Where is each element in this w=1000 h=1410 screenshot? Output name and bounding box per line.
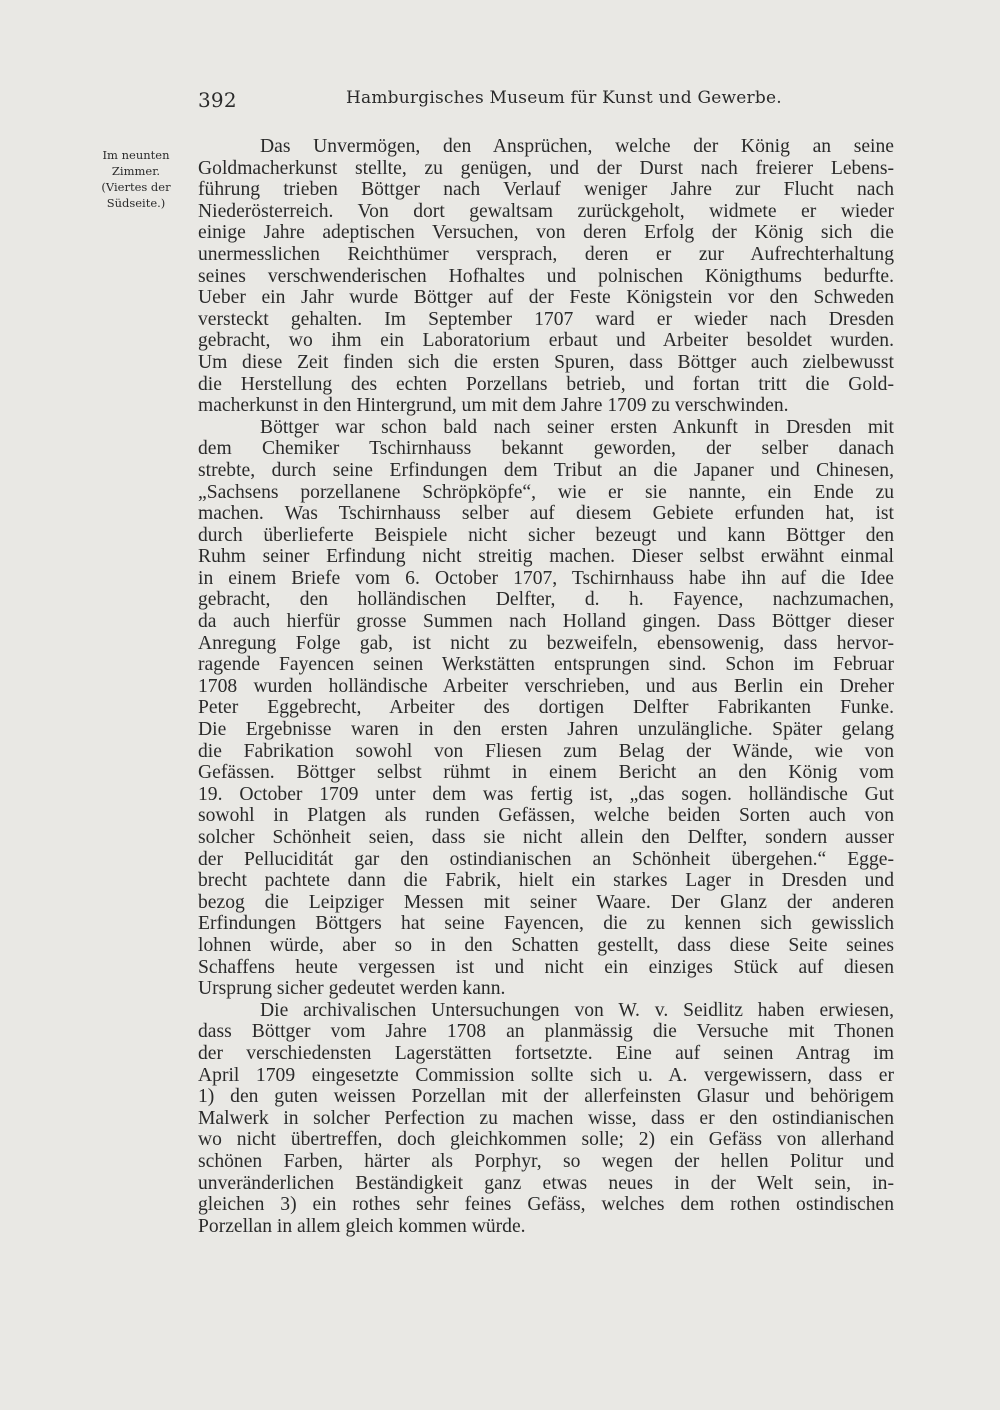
text-line: wo nicht übertreffen, doch gleichkommen solle; 2) ein Gefäss von allerhand <box>198 1129 894 1151</box>
margin-note <box>82 147 190 211</box>
text-line: versteckt gehalten. Im September 1707 ward er wieder nach Dresden <box>198 308 894 330</box>
text-line: lohnen würde, aber so in den Schatten gestellt, dass diese Seite seines <box>198 934 894 956</box>
text-line: der Pelluciditát gar den ostindianischen an Schönheit übergehen.“ Egge- <box>198 848 894 870</box>
margin-note-line: Zimmer. <box>111 164 161 178</box>
text-line: Um diese Zeit finden sich die ersten Spuren, dass Böttger auch zielbewusst <box>198 351 894 373</box>
margin-note-line: Südseite.) <box>106 196 166 210</box>
text-line: sowohl in Platgen als runden Gefässen, welche beiden Sorten auch von <box>198 805 894 827</box>
text-line: gebracht, den holländischen Delfter, d. h. Fayence, nachzumachen, <box>198 589 894 611</box>
paragraph <box>198 1000 894 1238</box>
text-line: Malwerk in solcher Perfection zu machen wisse, dass er den ostindianischen <box>198 1107 894 1129</box>
text-line: Ueber ein Jahr wurde Böttger auf der Feste Königstein vor den Schweden <box>198 287 894 309</box>
text-line: gebracht, wo ihm ein Laboratorium erbaut und Arbeiter besoldet wurden. <box>198 330 894 352</box>
text-line: bezog die Leipziger Messen mit seiner Waare. Der Glanz der anderen <box>198 891 894 913</box>
paragraph <box>198 136 894 417</box>
text-line: Erfindungen Böttgers hat seine Fayencen, die zu kennen sich gewisslich <box>198 913 894 935</box>
page-number: 392 <box>198 88 237 112</box>
text-line: Niederösterreich. Von dort gewaltsam zurückgeholt, widmete er wieder <box>198 200 894 222</box>
text-line: Die Ergebnisse waren in den ersten Jahren unzulängliche. Später gelang <box>198 719 894 741</box>
text-line: dass Böttger vom Jahre 1708 an planmässig die Versuche mit Thonen <box>198 1021 894 1043</box>
text-line: Schaffens heute vergessen ist und nicht ein einziges Stück auf diesen <box>198 956 894 978</box>
margin-note-line: Im neunten <box>102 148 170 162</box>
text-line: dem Chemiker Tschirnhauss bekannt geworden, der selber danach <box>198 438 894 460</box>
text-line: Gefässen. Böttger selbst rühmt in einem Bericht an den König vom <box>198 762 894 784</box>
text-line: Böttger war schon bald nach seiner ersten Ankunft in Dresden mit <box>260 416 894 438</box>
text-line: April 1709 eingesetzte Commission sollte sich u. A. vergewissern, dass er <box>198 1064 894 1086</box>
text-line: solcher Schönheit seien, dass sie nicht allein den Delfter, sondern ausser <box>198 827 894 848</box>
text-line: Ursprung sicher gedeutet werden kann. <box>198 978 506 1000</box>
text-line: durch überlieferte Beispiele nicht sicher bezeugt und kann Böttger den <box>198 524 894 546</box>
text-line: 19. October 1709 unter dem was fertig ist, „das sogen. holländische Gut <box>198 783 894 805</box>
paragraph <box>198 417 894 1000</box>
text-line: da auch hierfür grosse Summen nach Holland gingen. Dass Böttger dieser <box>198 611 894 633</box>
text-line: ragende Fayencen seinen Werkstätten entsprungen sind. Schon im Februar <box>198 654 894 676</box>
text-line: der verschiedensten Lagerstätten fortsetzte. Eine auf seinen Antrag im <box>198 1042 894 1064</box>
text-line: machen. Was Tschirnhauss selber auf diesem Gebiete erfunden hat, ist <box>198 503 894 525</box>
text-line: Goldmacherkunst stellte, zu genügen, und der Durst nach freierer Lebens- <box>198 157 894 179</box>
text-line: unveränderlichen Beständigkeit ganz etwas neues in der Welt sein, in- <box>198 1172 894 1194</box>
text-line: brecht pachtete dann die Fabrik, hielt ein starkes Lager in Dresden und <box>198 870 894 892</box>
text-line: gleichen 3) ein rothes sehr feines Gefäss, welches dem rothen ostindischen <box>198 1194 894 1216</box>
text-line: strebte, durch seine Erfindungen dem Tribut an die Japaner und Chinesen, <box>198 459 894 481</box>
text-line: die Herstellung des echten Porzellans betrieb, und fortan tritt die Gold- <box>198 373 894 395</box>
text-line: Peter Eggebrecht, Arbeiter des dortigen Delfter Fabrikanten Funke. <box>198 697 894 719</box>
body-text <box>198 136 894 1237</box>
text-line: in einem Briefe vom 6. October 1707, Tschirnhauss habe ihn auf die Idee <box>198 567 894 589</box>
text-line: einige Jahre adeptischen Versuchen, von deren Erfolg der König sich die <box>198 222 894 244</box>
text-line: schönen Farben, härter als Porphyr, so wegen der hellen Politur und <box>198 1150 894 1172</box>
text-line: 1708 wurden holländische Arbeiter verschrieben, und aus Berlin ein Dreher <box>198 675 894 697</box>
text-line: Ruhm seiner Erfindung nicht streitig machen. Dieser selbst erwähnt einmal <box>198 546 894 568</box>
text-line: führung trieben Böttger nach Verlauf weniger Jahre zur Flucht nach <box>198 179 894 201</box>
text-line: seines verschwenderischen Hofhaltes und polnischen Königthums bedurfte. <box>198 265 894 287</box>
text-line: 1) den guten weissen Porzellan mit der allerfeinsten Glasur und behörigem <box>198 1086 894 1108</box>
text-line: Porzellan in allem gleich kommen würde. <box>198 1215 526 1237</box>
text-line: Das Unvermögen, den Ansprüchen, welche der König an seine <box>260 136 894 157</box>
text-line: macherkunst in den Hintergrund, um mit dem Jahre 1709 zu verschwinden. <box>198 395 789 417</box>
text-line: die Fabrikation sowohl von Fliesen zum Belag der Wände, wie von <box>198 740 894 762</box>
margin-note-line: (Viertes der <box>101 180 171 194</box>
text-line: Die archivalischen Untersuchungen von W. v. Seidlitz haben erwiesen, <box>260 999 894 1021</box>
text-line: Anregung Folge gab, ist nicht zu bezweifeln, ebensowenig, dass hervor- <box>198 632 894 654</box>
text-line: „Sachsens porzellanene Schröpköpfe“, wie er sie nannte, ein Ende zu <box>198 481 894 503</box>
text-line: unermesslichen Reichthümer versprach, deren er zur Aufrechterhaltung <box>198 243 894 265</box>
running-title: Hamburgisches Museum für Kunst und Gewerbe. <box>346 88 782 108</box>
